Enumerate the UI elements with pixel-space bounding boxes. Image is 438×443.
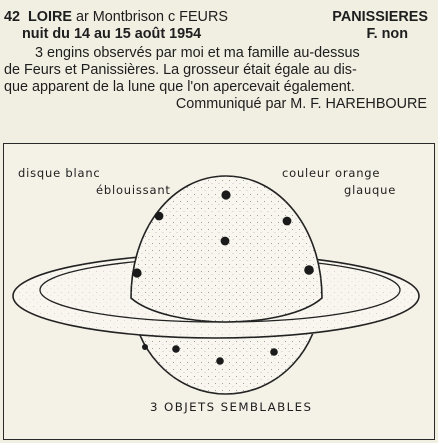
entry-number: 42 [4, 9, 21, 25]
entry-town: PANISSIERES [332, 9, 428, 25]
sketch-figure [3, 143, 435, 440]
body-line-1: 3 engins observés par moi et ma famille au-dessus [35, 45, 360, 61]
label-orange-color: couleur orange [282, 166, 381, 180]
entry-date: nuit du 14 au 15 août 1954 [22, 26, 202, 42]
body-line-2: de Feurs et Panissières. La grosseur était égale au dis- [4, 62, 357, 78]
entry-classification: F. non [366, 26, 408, 42]
label-white-disc: disque blanc [18, 166, 101, 180]
entry-department: LOIRE [28, 9, 72, 25]
figure-caption: 3 OBJETS SEMBLABLES [150, 400, 313, 414]
body-line-3: que apparent de la lune que l'on apercevait également. [4, 79, 355, 95]
credit-line: Communiqué par M. F. HAREHBOURE [175, 96, 427, 112]
entry-location [4, 9, 228, 26]
label-dazzling: éblouissant [96, 183, 171, 197]
entry-place: ar Montbrison c FEURS [76, 9, 228, 25]
label-glaucous: glauque [344, 183, 397, 197]
